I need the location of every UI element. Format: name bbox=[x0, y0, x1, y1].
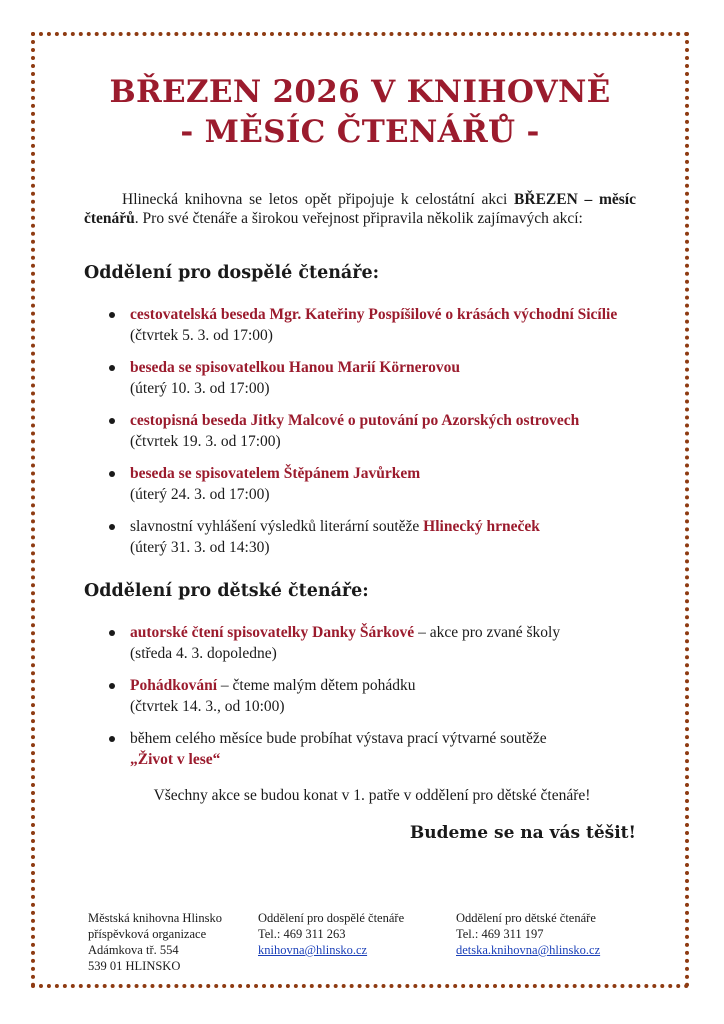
intro-text-2: . Pro své čtenáře a širokou veřejnost připravila několik zajímavých akcí: bbox=[134, 210, 583, 227]
event-item bbox=[106, 675, 636, 717]
footer-dept-name: Oddělení pro dospělé čtenáře bbox=[258, 911, 405, 925]
title-line-1: BŘEZEN 2026 V KNIHOVNĚ bbox=[109, 74, 611, 110]
event-title: autorské čtení spisovatelky Danky Šárkové bbox=[130, 624, 415, 641]
event-title: Pohádkování bbox=[130, 677, 218, 694]
footer-line: příspěvková organizace bbox=[88, 927, 207, 941]
footer-line: Adámkova tř. 554 bbox=[88, 943, 179, 957]
event-text: – akce pro zvané školy bbox=[414, 624, 561, 641]
event-item bbox=[106, 357, 636, 399]
event-text: během celého měsíce bude probíhat výstava prací výtvarné soutěže bbox=[130, 730, 547, 747]
event-item bbox=[106, 410, 636, 452]
adult-event-list bbox=[84, 304, 636, 558]
event-date: (úterý 24. 3. od 17:00) bbox=[130, 486, 270, 503]
event-date: (středa 4. 3. dopoledne) bbox=[130, 645, 277, 662]
footer-line: 539 01 HLINSKO bbox=[88, 959, 181, 973]
event-item bbox=[106, 516, 636, 558]
event-date: (čtvrtek 5. 3. od 17:00) bbox=[130, 327, 273, 344]
intro-paragraph bbox=[84, 190, 636, 228]
event-date: (čtvrtek 14. 3., od 10:00) bbox=[130, 698, 285, 715]
intro-bold: BŘEZEN – měsíc čtenářů bbox=[84, 191, 636, 227]
event-item bbox=[106, 463, 636, 505]
footer-phone: Tel.: 469 311 263 bbox=[258, 927, 346, 941]
footer-line: Městská knihovna Hlinsko bbox=[88, 911, 223, 925]
footer-library-info bbox=[88, 910, 222, 974]
children-event-list bbox=[84, 622, 636, 770]
event-title: beseda se spisovatelkou Hanou Marií Körnerovou bbox=[130, 359, 460, 376]
adult-section-heading: Oddělení pro dospělé čtenáře: bbox=[84, 263, 380, 283]
event-title: cestopisná beseda Jitky Malcové o putování po Azorských ostrovech bbox=[130, 412, 580, 429]
footer-dept-name: Oddělení pro dětské čtenáře bbox=[456, 911, 596, 925]
event-text: slavnostní vyhlášení výsledků literární soutěže bbox=[130, 518, 424, 535]
footer-adult-contact bbox=[258, 910, 404, 958]
footer-phone: Tel.: 469 311 197 bbox=[456, 927, 544, 941]
footer-children-contact bbox=[456, 910, 600, 958]
event-title: Hlinecký hrneček bbox=[423, 518, 540, 535]
footer-email-link[interactable]: detska.knihovna@hlinsko.cz bbox=[456, 943, 601, 957]
event-title: „Život v lese“ bbox=[130, 751, 221, 768]
event-date: (čtvrtek 19. 3. od 17:00) bbox=[130, 433, 281, 450]
event-date: (úterý 31. 3. od 14:30) bbox=[130, 539, 270, 556]
intro-text-1: Hlinecká knihovna se letos opět připojuje k celostátní akci bbox=[122, 191, 515, 208]
footer-email-link[interactable]: knihovna@hlinsko.cz bbox=[258, 943, 368, 957]
event-item bbox=[106, 304, 636, 346]
poster-content bbox=[84, 72, 636, 844]
children-section-heading: Oddělení pro dětské čtenáře: bbox=[84, 581, 369, 601]
event-item bbox=[106, 728, 636, 770]
title-line-2: - MĚSÍC ČTENÁŘŮ - bbox=[180, 114, 540, 150]
event-date: (úterý 10. 3. od 17:00) bbox=[130, 380, 270, 397]
event-title: cestovatelská beseda Mgr. Kateřiny Pospíšilové o krásách východní Sicílie bbox=[130, 306, 618, 323]
event-text: – čteme malým dětem pohádku bbox=[217, 677, 416, 694]
event-title: beseda se spisovatelem Štěpánem Javůrkem bbox=[130, 465, 421, 482]
venue-note: Všechny akce se budou konat v 1. patře v oddělení pro dětské čtenáře! bbox=[153, 787, 591, 804]
closing-text: Budeme se na vás těšit! bbox=[409, 823, 636, 843]
event-item bbox=[106, 622, 636, 664]
page-title bbox=[84, 72, 636, 152]
